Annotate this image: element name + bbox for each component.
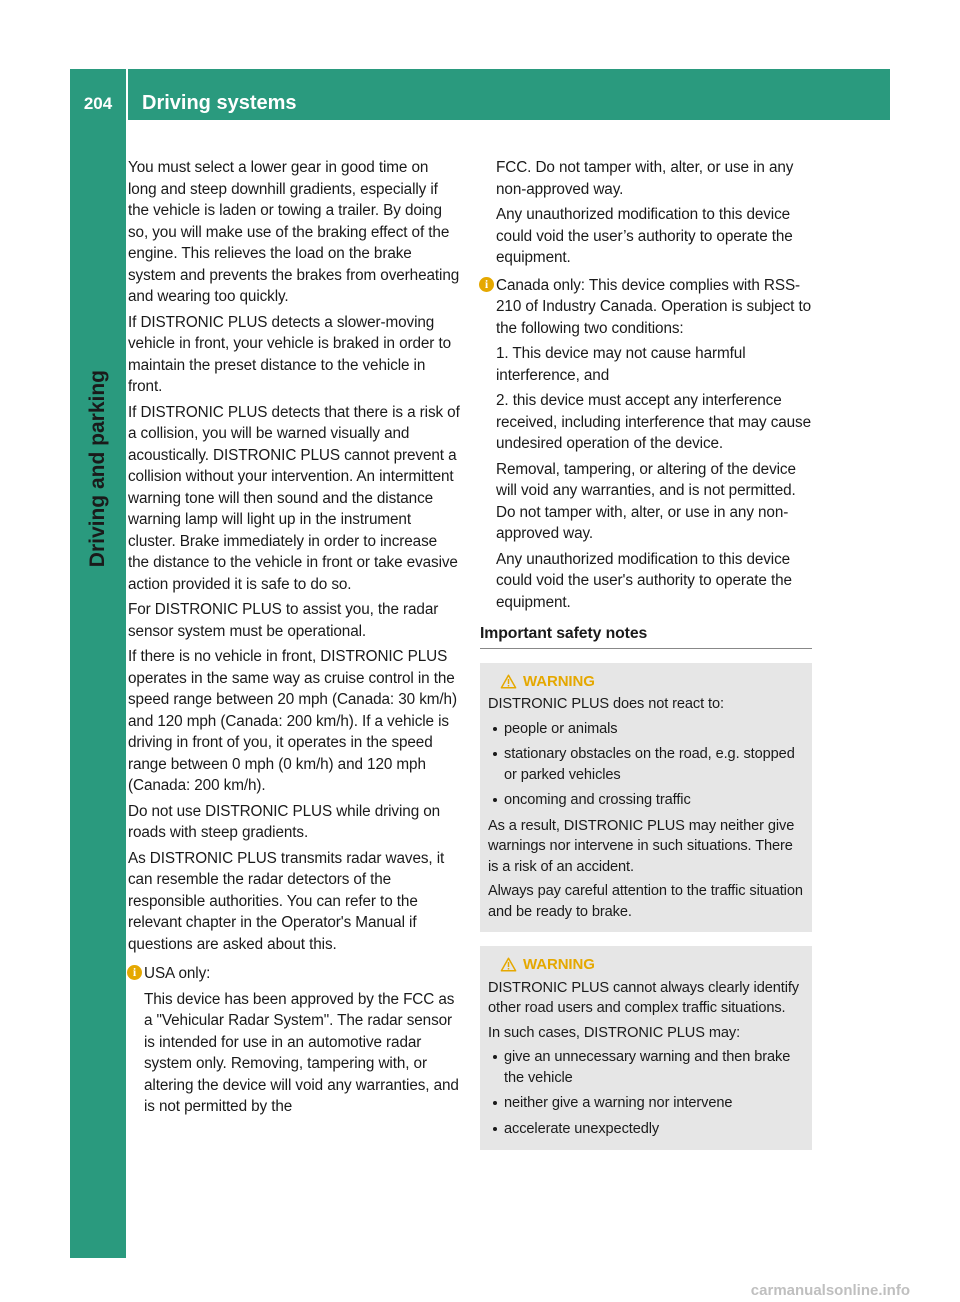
section-title: Driving systems <box>142 92 297 114</box>
warning-triangle-icon <box>500 674 517 689</box>
usa-note-continued <box>480 157 812 269</box>
canada-note <box>480 275 812 614</box>
warning-triangle-icon <box>500 957 517 972</box>
header-divider <box>126 69 128 120</box>
list-item: people or animals <box>488 719 804 740</box>
warning-box <box>480 946 812 1150</box>
warning-intro-2: In such cases, DISTRONIC PLUS may: <box>488 1024 741 1041</box>
paragraph: Removal, tampering, or altering of the device will void any warranties, and is not permitted. Do not tamper with, alter, or use in any non-approved way. <box>496 460 796 542</box>
page-number: 204 <box>83 94 113 113</box>
paragraph: For DISTRONIC PLUS to assist you, the radar sensor system must be operational. <box>128 601 439 640</box>
safety-heading: Important safety notes <box>480 623 812 649</box>
paragraph: You must select a lower gear in good time on long and steep downhill gradients, especially if the vehicle is laden or towing a trailer. By doing so, you will make use of the braking effect of the engine. This relieves the load on the brake system and prevents the brakes from overheating and wearing too quickly. <box>128 159 460 305</box>
paragraph: As DISTRONIC PLUS transmits radar waves, it can resemble the radar detectors of the responsible authorities. You can refer to the relevant chapter in the Operator's Manual if questions are asked about this. <box>128 849 445 953</box>
paragraph: If DISTRONIC PLUS detects a slower-moving vehicle in front, your vehicle is braked in order to maintain the preset distance to the vehicle in front. <box>128 313 451 395</box>
usa-note <box>128 963 460 1118</box>
info-icon: i <box>127 965 142 980</box>
warning-header <box>488 671 804 693</box>
list-item: give an unnecessary warning and then brake the vehicle <box>488 1047 804 1088</box>
paragraph: Canada only: This device complies with RSS-210 of Industry Canada. Operation is subject to the following two conditions: <box>496 276 812 337</box>
warning-title: WARNING <box>523 672 595 690</box>
left-column <box>128 157 460 1122</box>
usa-note-label: USA only: <box>144 965 211 982</box>
warning-list <box>488 719 804 811</box>
paragraph: Do not use DISTRONIC PLUS while driving on roads with steep gradients. <box>128 802 441 841</box>
paragraph: Always pay careful attention to the traffic situation and be ready to brake. <box>488 883 803 920</box>
info-icon: i <box>479 277 494 292</box>
paragraph: Any unauthorized modification to this device could void the user's authority to operate the equipment. <box>496 550 792 611</box>
paragraph: As a result, DISTRONIC PLUS may neither give warnings nor intervene in such situations. There is a risk of an accident. <box>488 817 795 875</box>
paragraph: FCC. Do not tamper with, alter, or use in any non-approved way. <box>496 159 794 198</box>
warning-list <box>488 1047 804 1139</box>
warning-header <box>488 954 804 976</box>
warning-title: WARNING <box>523 956 595 973</box>
list-item: accelerate unexpectedly <box>488 1119 804 1140</box>
paragraph: 2. this device must accept any interference received, including interference that may cause undesired operation of the device. <box>496 392 812 452</box>
paragraph: Any unauthorized modification to this device could void the user’s authority to operate the equipment. <box>496 206 793 266</box>
usa-note-text: This device has been approved by the FCC as a "Vehicular Radar System". The radar sensor is intended for use in an automotive radar system only. Removing, tampering with, or altering the device will void any warranties, and is not permitted by the <box>144 990 459 1115</box>
list-item: neither give a warning nor intervene <box>488 1093 804 1114</box>
warning-intro: DISTRONIC PLUS cannot always clearly identify other road users and complex traffic situations. <box>488 979 799 1016</box>
paragraph: If DISTRONIC PLUS detects that there is a risk of a collision, you will be warned visually and acoustically. DISTRONIC PLUS cannot prevent a collision without your intervention. An intermittent warning tone will then sound and the distance warning lamp will light up in the instrument cluster. Brake immediately in order to increase the distance to the vehicle in front or take evasive action provided it is safe to do so. <box>128 403 460 593</box>
right-column <box>480 157 812 1150</box>
paragraph: If there is no vehicle in front, DISTRONIC PLUS operates in the same way as cruise control in the speed range between 20 mph (Canada: 30 km/h) and 120 mph (Canada: 200 km/h). If a vehicle is driving in front of you, it operates in the speed range between 0 mph (0 km/h) and 120 mph (Canada: 200 km/h). <box>128 648 457 794</box>
paragraph: 1. This device may not cause harmful interference, and <box>496 345 746 384</box>
list-item: stationary obstacles on the road, e.g. stopped or parked vehicles <box>488 744 804 785</box>
side-tab <box>70 120 126 1258</box>
warning-box <box>480 663 812 933</box>
warning-intro: DISTRONIC PLUS does not react to: <box>488 696 724 712</box>
chapter-title: Driving and parking <box>86 370 109 568</box>
list-item: oncoming and crossing traffic <box>488 790 804 811</box>
watermark: carmanualsonline.info <box>750 1282 910 1299</box>
